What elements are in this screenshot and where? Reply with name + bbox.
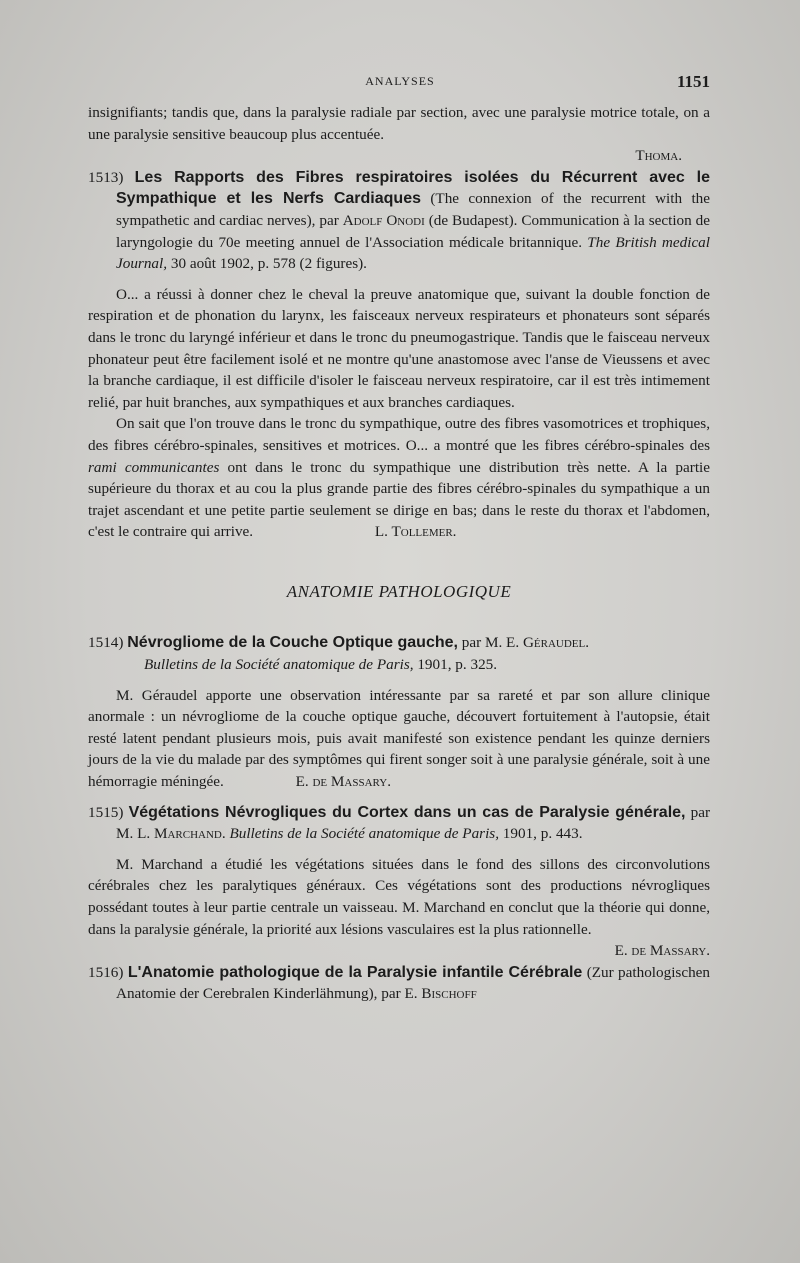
entry-1514-heading: 1514) Névrogliome de la Couche Optique gauche, par M. E. Géraudel. [88,634,590,652]
entry-1513-title: Les Rapports des Fibres respiratoires isolées du Récurrent avec le Sympathique et les Nerfs Cardiaques [116,168,711,208]
signature-tollemer: L. Tollemer. [374,523,457,541]
entry-1514-author: Géraudel. [522,634,590,652]
signature-massary-1: E. de Massary. [295,773,392,791]
entry-1515-journal: Bulletins de la Société anatomique de Paris, [229,825,499,843]
entry-1514-title: Névrogliome de la Couche Optique gauche, [127,634,458,652]
entry-1514-paragraph: M. Géraudel apporte une observation intéressante par sa rareté et par son allure clinique anormale : un névrogliome de la couche optique gauche, découvert fortuitement à l'autopsie, était resté latent pendant plusieurs mois, puis avait manifesté son existence pendant les quinze derniers jours de la vie du malade par des symptômes qui firent songer soit à une paralysie générale, soit à une hémorragie méningée. E. de Massary. [88,685,710,793]
entry-1513-paragraph-1: O... a réussi à donner chez le cheval la preuve anatomique que, suivant la double fonction de respiration et de phonation du larynx, les faisceaux nerveux respirateurs et phonateurs sont séparés dans le tronc du laryngé inférieur et dans le tronc du pneumogastrique. Tandis que le faisceau nerveux phonateur peut être facilement isolé et ne montre qu'une anastomose avec l'anse de Vieussens et avec la branche cardiaque, il est difficile d'isoler le faisceau nerveux respiratoire, car il est très intimement relié, par huit branches, aux sympathiques et aux branches cardiaques. [88,285,710,411]
entry-1514-reference: Bulletins de la Société anatomique de Paris, 1901, p. 325. [144,656,498,674]
entry-1515-heading: 1515) Végétations Névrogliques du Cortex dans un cas de Paralysie générale, par M. L. Marchand. Bulletins de la Société anatomique de Paris, 1901, p. 443. [88,803,711,843]
entry-1516-title: L'Anatomie pathologique de la Paralysie infantile Cérébrale [127,963,583,981]
signature-massary-2: E. de Massary. [614,942,710,960]
entry-1513-heading: 1513) Les Rapports des Fibres respiratoires isolées du Récurrent avec le Sympathique et les Nerfs Cardiaques (The connexion of the recurrent with the sympathetic and cardiac nerves), par Adolf Onodi (de Budapest). Communication à la section de laryngologie du 70e meeting annuel de l'Association médicale britannique. The British medical Journal, 30 août 1902, p. 578 (2 figures). [88,168,711,273]
entry-1516-author: Bischoff [421,985,477,1003]
entry-1513-author: Adolf Onodi [342,211,425,229]
entry-1515-author: Marchand. [153,825,226,843]
continuation-paragraph: insignifiants; tandis que, dans la paralysie radiale par section, avec une paralysie motrice totale, on a une paralysie sensitive beaucoup plus accentuée. [88,104,710,143]
page-header [90,72,710,94]
entry-1513-journal: The British medical Journal, [116,233,710,273]
entry-1513-paragraph-2: On sait que l'on trouve dans le tronc du sympathique, outre des fibres vasomotrices et trophiques, des fibres cérébro-spinales, sensitives et motrices. O... a montré que les fibres cérébro-spinales des rami communicantes ont dans le tronc du sympathique une distribution très nette. A la partie supérieure du thorax et au cou la plus grande partie des fibres cérébro-spinales du sympathique a un trajet ascendant et une petite partie seulement se dirige en bas; dans le reste du thorax et l'abdomen, c'est le contraire qui arrive. L. Tollemer. [88,413,710,543]
section-heading: ANATOMIE PATHOLOGIQUE [286,581,512,601]
entry-1515-title: Végétations Névrogliques du Cortex dans un cas de Paralysie générale, [128,803,686,821]
page-number: 1151 [676,72,710,91]
entry-1515-paragraph: M. Marchand a étudié les végétations situées dans le fond des sillons des circonvolutions cérébrales chez les paralytiques généraux. Ces végétations sont des productions névrogliques possédant toutes à leur partie centrale un vaisseau. M. Marchand en conclut que la théorie qui donne, dans la paralysie générale, la priorité aux lésions vasculaires est la plus rationnelle. [88,855,710,938]
signature-thoma: Thoma. [635,147,682,165]
page-body [88,102,710,1005]
entry-1516-heading: 1516) L'Anatomie pathologique de la Paralysie infantile Cérébrale (Zur pathologischen Anatomie der Cerebralen Kinderlähmung), par E. Bischoff [88,963,710,1003]
running-title: ANALYSES [365,74,435,88]
